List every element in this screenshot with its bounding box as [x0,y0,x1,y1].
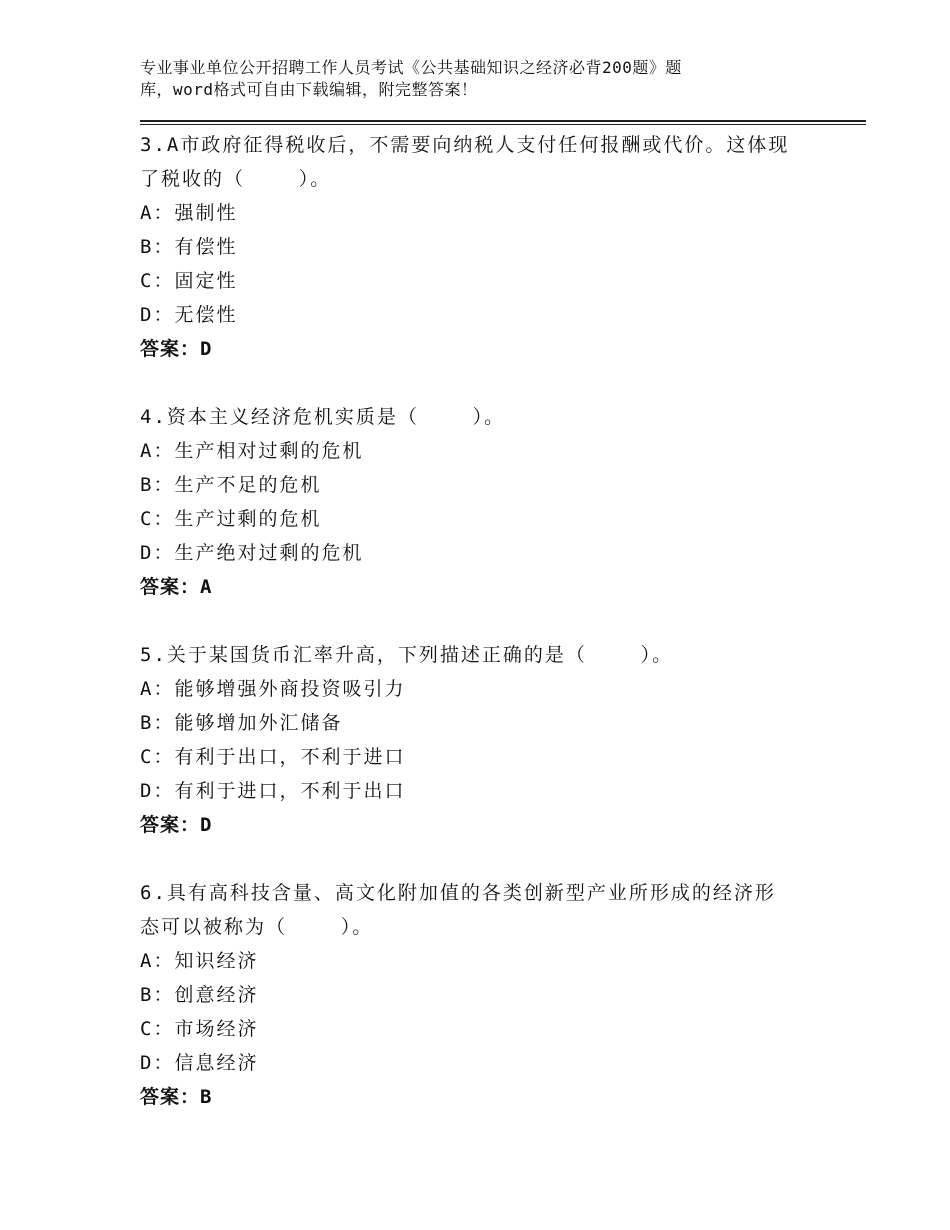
option-c: C：市场经济 [140,1018,259,1040]
option-a: A：生产相对过剩的危机 [140,440,364,462]
option-d: D：无偿性 [140,304,238,326]
answer-line: 答案：B [140,1086,213,1108]
option-b: B：创意经济 [140,984,259,1006]
header-rule-thick [140,120,866,122]
header-rule-thin [140,124,866,125]
option-a: A：强制性 [140,202,238,224]
option-d: D：生产绝对过剩的危机 [140,542,364,564]
question-stem-line: 态可以被称为（ ）。 [140,916,374,938]
option-c: C：生产过剩的危机 [140,508,322,530]
option-d: D：有利于进口，不利于出口 [140,780,406,802]
option-c: C：固定性 [140,270,238,292]
option-a: A：能够增强外商投资吸引力 [140,678,406,700]
option-a: A：知识经济 [140,950,259,972]
question-4 [140,400,840,604]
question-stem-line: 了税收的（ ）。 [140,168,332,190]
header-line-1: 专业事业单位公开招聘工作人员考试《公共基础知识之经济必背200题》题 [140,58,682,77]
document-header [140,57,780,101]
question-stem-line: 5.关于某国货币汇率升高，下列描述正确的是（ ）。 [140,644,674,666]
question-stem-line: 6.具有高科技含量、高文化附加值的各类创新型产业所形成的经济形 [140,882,776,904]
option-b: B：有偿性 [140,236,238,258]
option-c: C：有利于出口，不利于进口 [140,746,406,768]
question-3 [140,128,840,366]
answer-line: 答案：A [140,576,213,598]
question-5 [140,638,840,842]
option-d: D：信息经济 [140,1052,259,1074]
question-stem-line: 3.A市政府征得税收后，不需要向纳税人支付任何报酬或代价。这体现 [140,134,790,156]
option-b: B：生产不足的危机 [140,474,322,496]
question-list [140,128,840,1148]
option-b: B：能够增加外汇储备 [140,712,343,734]
answer-line: 答案：D [140,338,213,360]
question-6 [140,876,840,1114]
header-line-2: 库，word格式可自由下载编辑，附完整答案！ [140,80,478,99]
answer-line: 答案：D [140,814,213,836]
question-stem-line: 4.资本主义经济危机实质是（ ）。 [140,406,506,428]
